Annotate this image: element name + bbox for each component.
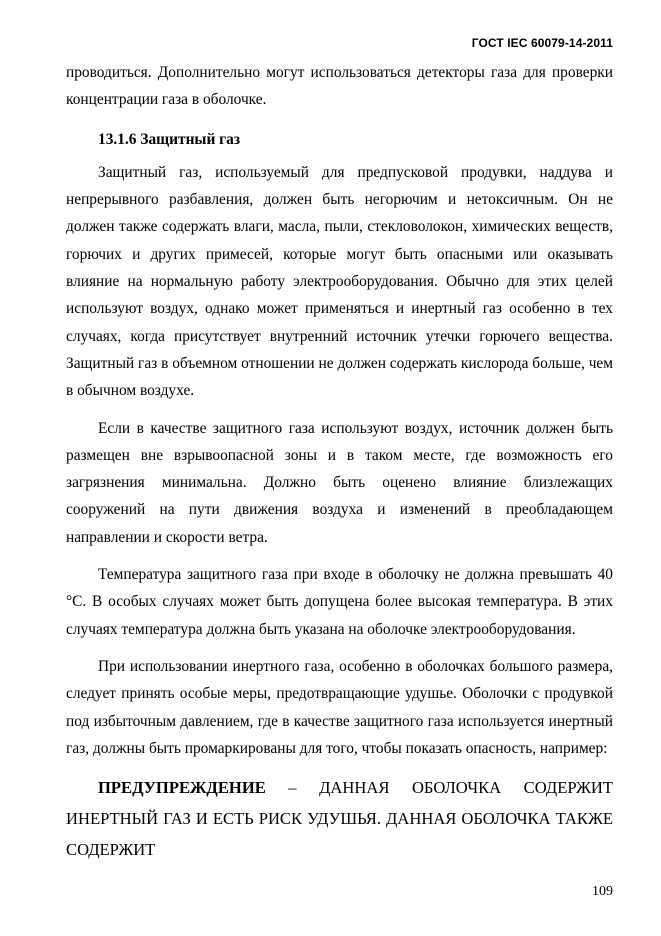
document-header: ГОСТ IEC 60079-14-2011 bbox=[471, 36, 613, 50]
paragraph-temperature: Температура защитного газа при входе в оболочку не должна превышать 40 °С. В особых случаях может быть допущена более высокая температура. В этих случаях температура должна быть указана на оболочке электрооборудования. bbox=[66, 566, 613, 638]
warning-body: – ДАННАЯ ОБОЛОЧКА СОДЕРЖИТ ИНЕРТНЫЙ ГАЗ И ЕСТЬ РИСК УДУШЬЯ. ДАННАЯ ОБОЛОЧКА ТАКЖЕ СОДЕРЖИТ bbox=[66, 778, 613, 860]
warning-label: ПРЕДУПРЕЖДЕНИЕ bbox=[98, 778, 266, 798]
document-body bbox=[66, 59, 613, 865]
paragraph-protective-gas: Защитный газ, используемый для предпусковой продувки, наддува и непрерывного разбавления, должен быть негорючим и нетоксичным. Он не должен также содержать влаги, масла, пыли, стекловолокон, химических веществ, горючих и других примесей, которые могут быть опасными или оказывать влияние на нормальную работу электрооборудования. Обычно для этих целей используют воздух, однако может применяться и инертный газ особенно в тех случаях, когда присутствует внутренний источник утечки горючего вещества. Защитный газ в объемном отношении не должен содержать кислорода больше, чем в обычном воздухе. bbox=[66, 163, 613, 400]
paragraph-inert-gas: При использовании инертного газа, особенно в оболочках большого размера, следует принять особые меры, предотвращающие удушье. Оболочки с продувкой под избыточным давлением, где в качестве защитного газа используется инертный газ, должны быть промаркированы для того, чтобы показать опасность, например: bbox=[66, 657, 613, 757]
paragraph-air-source: Если в качестве защитного газа используют воздух, источник должен быть размещен вне взрывоопасной зоны и в таком месте, где возможность его загрязнения минимальна. Должно быть оценено влияние близлежащих сооружений на пути движения воздуха и изменений в преобладающем направлении и скорости ветра. bbox=[66, 419, 613, 546]
warning-text bbox=[66, 772, 613, 865]
section-heading: 13.1.6 Защитный газ bbox=[98, 130, 241, 148]
paragraph-continuation: проводиться. Дополнительно могут использоваться детекторы газа для проверки концентрации газа в оболочке. bbox=[66, 64, 613, 109]
page-number: 109 bbox=[592, 884, 613, 899]
